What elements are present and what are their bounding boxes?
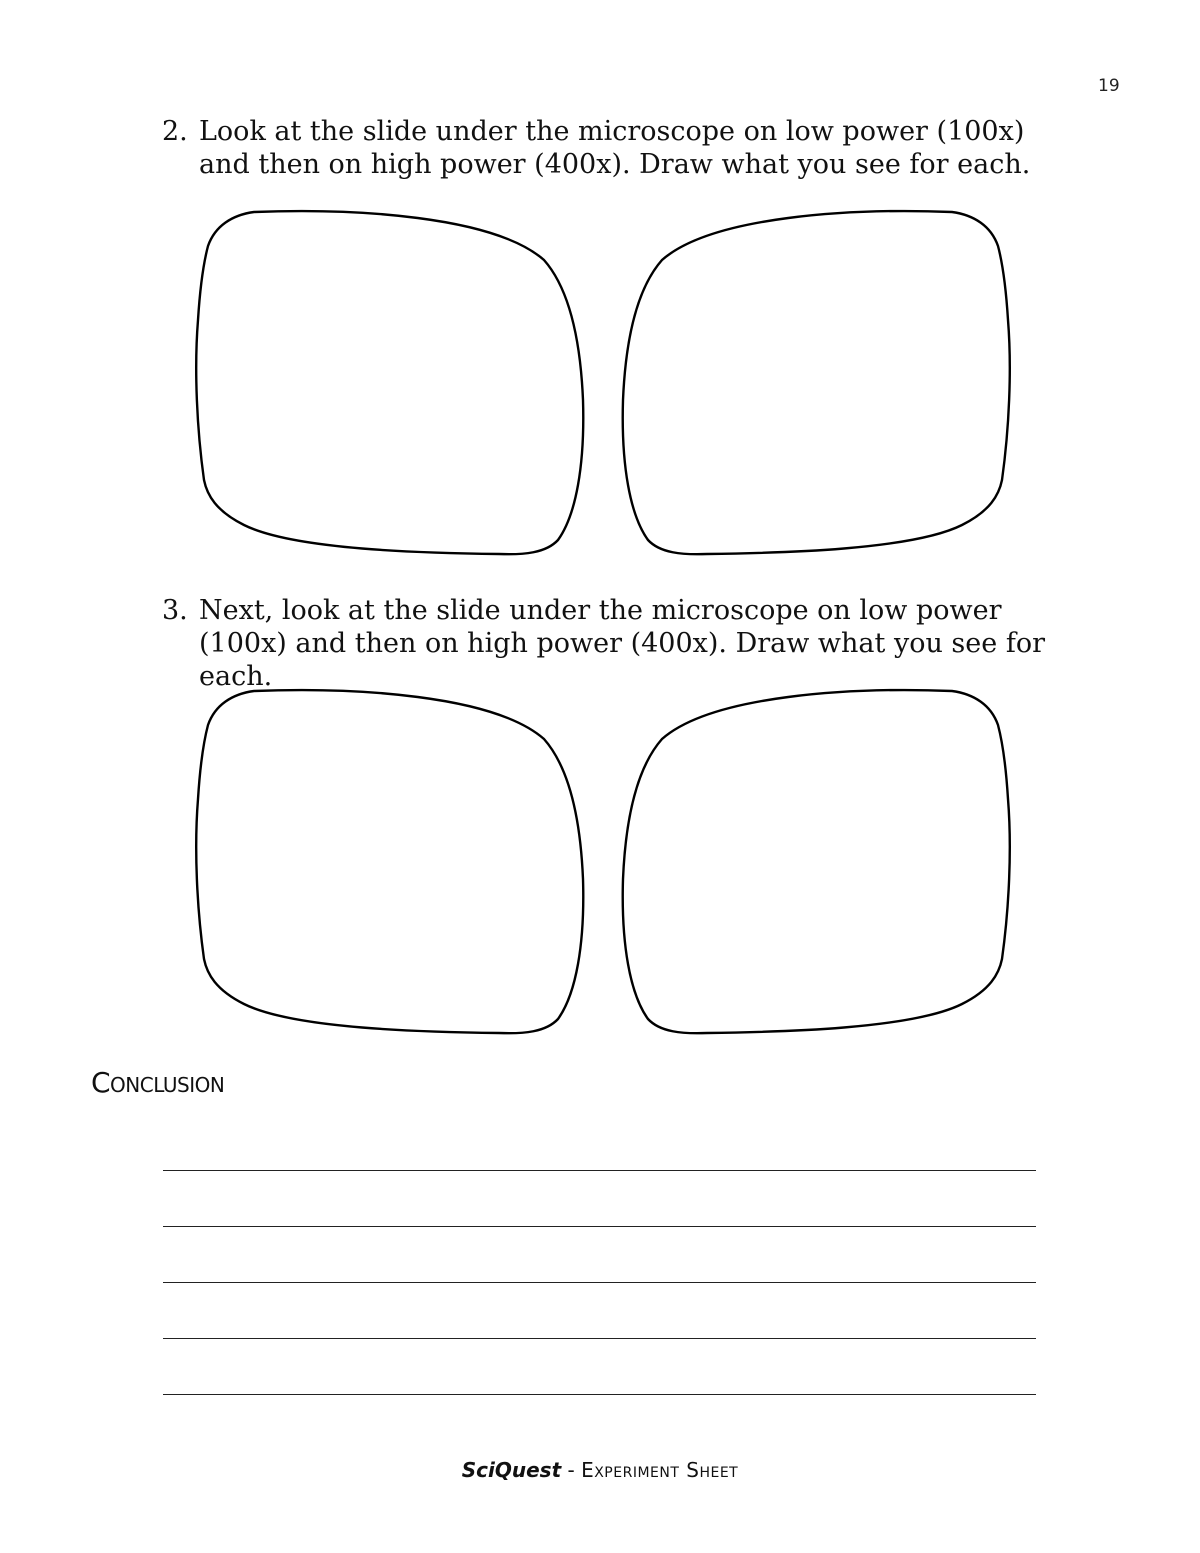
question-text: Look at the slide under the microscope on low power (100x) and then on high power (400x). Draw what you see for each. xyxy=(199,116,1031,180)
question-number: 2. xyxy=(162,116,188,147)
footer-subtitle: Experiment Sheet xyxy=(581,1458,739,1482)
question-2 xyxy=(162,115,1062,181)
conclusion-line-3[interactable] xyxy=(163,1282,1036,1283)
question-text: Next, look at the slide under the microscope on low power (100x) and then on high power (400x). Draw what you see for each. xyxy=(199,595,1045,692)
conclusion-heading: Conclusion xyxy=(91,1066,225,1099)
footer-brand: SciQuest xyxy=(461,1458,562,1482)
low-power-drawing-box-1[interactable] xyxy=(194,210,586,556)
high-power-drawing-box-1[interactable] xyxy=(620,210,1012,556)
conclusion-line-1[interactable] xyxy=(163,1170,1036,1171)
question-number: 3. xyxy=(162,595,188,626)
conclusion-line-5[interactable] xyxy=(163,1394,1036,1395)
page-footer xyxy=(0,1458,1200,1482)
footer-separator: - xyxy=(561,1458,582,1482)
question-3 xyxy=(162,594,1062,693)
conclusion-line-2[interactable] xyxy=(163,1226,1036,1227)
high-power-drawing-box-2[interactable] xyxy=(620,689,1012,1035)
conclusion-line-4[interactable] xyxy=(163,1338,1036,1339)
low-power-drawing-box-2[interactable] xyxy=(194,689,586,1035)
page-number: 19 xyxy=(1098,76,1120,96)
